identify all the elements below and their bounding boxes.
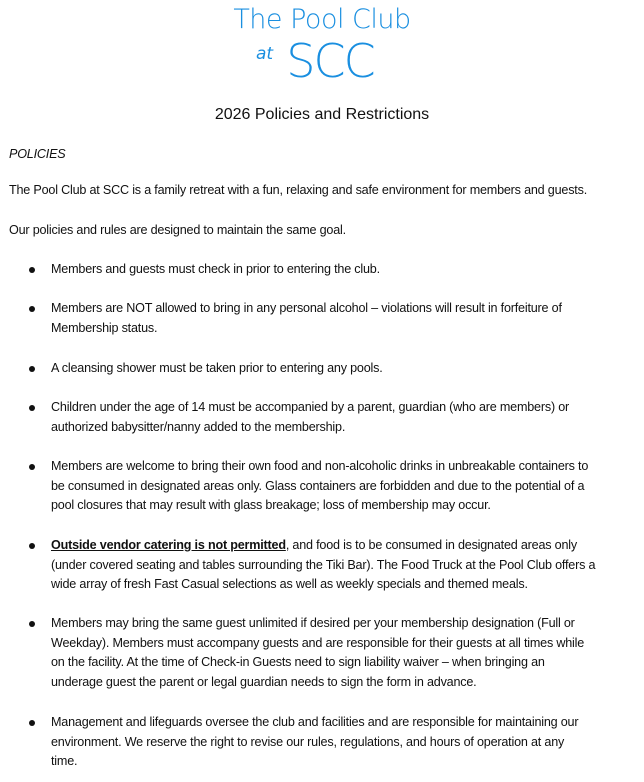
list-item-line: Children under the age of 14 must be accompanied by a parent, guardian (who are members) or [51,400,570,414]
list-item-line: environment. We reserve the right to revise our rules, regulations, and hours of operation at any [51,734,565,749]
list-item-line: underage guest the parent or legal guardian needs to sign the form in advance. [51,674,477,689]
list-item-line [51,537,577,553]
list-item-line: time. [51,754,78,768]
logo-scc: SCC [286,34,374,88]
list-item-text: , and food is to be consumed in designated areas only [285,538,577,552]
list-item-line: pool closures that may result with glass breakage; loss of membership may occur. [51,498,491,512]
bullet-icon [29,464,35,470]
bullet-icon [29,720,35,726]
logo-pool-club: The Pool Club [233,4,411,35]
bullet-icon [29,267,35,273]
list-item-line: wide array of fresh Fast Casual selections as well as weekly specials and themed meals. [51,577,528,591]
list-item-line: Members are welcome to bring their own food and non-alcoholic drinks in unbreakable containers to [51,459,589,473]
list-item-line: (under covered seating and tables surrounding the Tiki Bar). The Food Truck at the Pool Club offers a [51,557,596,572]
list-item-line: Management and lifeguards oversee the club and facilities and are responsible for maintaining our [51,715,579,729]
list-item-line: authorized babysitter/nanny added to the membership. [51,419,346,434]
list-item-line: Members are NOT allowed to bring in any personal alcohol – violations will result in forfeiture of [51,301,562,315]
list-item-line: on the facility. At the time of Check-in Guests need to sign liability waiver – when bringing an [51,655,545,669]
intro-paragraph: Our policies and rules are designed to maintain the same goal. [9,223,346,237]
bullet-icon [29,621,35,627]
list-item-line: Weekday). Members must accompany guests and are responsible for their guests at all times while [51,635,585,650]
section-heading: POLICIES [9,147,66,161]
page-title: 2026 Policies and Restrictions [214,106,430,123]
bullet-icon [29,543,35,549]
bullet-icon [29,366,35,372]
intro-paragraph: The Pool Club at SCC is a family retreat with a fun, relaxing and safe environment for members and guests. [9,183,587,197]
logo-at: at [256,44,274,64]
list-item-line: Membership status. [51,320,158,335]
list-item-line: Members may bring the same guest unlimited if desired per your membership designation (Full or [51,616,575,630]
list-item-line: Members and guests must check in prior to entering the club. [51,262,380,276]
list-item-line: A cleansing shower must be taken prior to entering any pools. [51,361,383,375]
bullet-icon [29,405,35,411]
emphasis-text: Outside vendor catering is not permitted [51,538,286,552]
list-item-line: be consumed in designated areas only. Glass containers are forbidden and due to the potential of a [51,478,585,493]
bullet-icon [29,306,35,312]
